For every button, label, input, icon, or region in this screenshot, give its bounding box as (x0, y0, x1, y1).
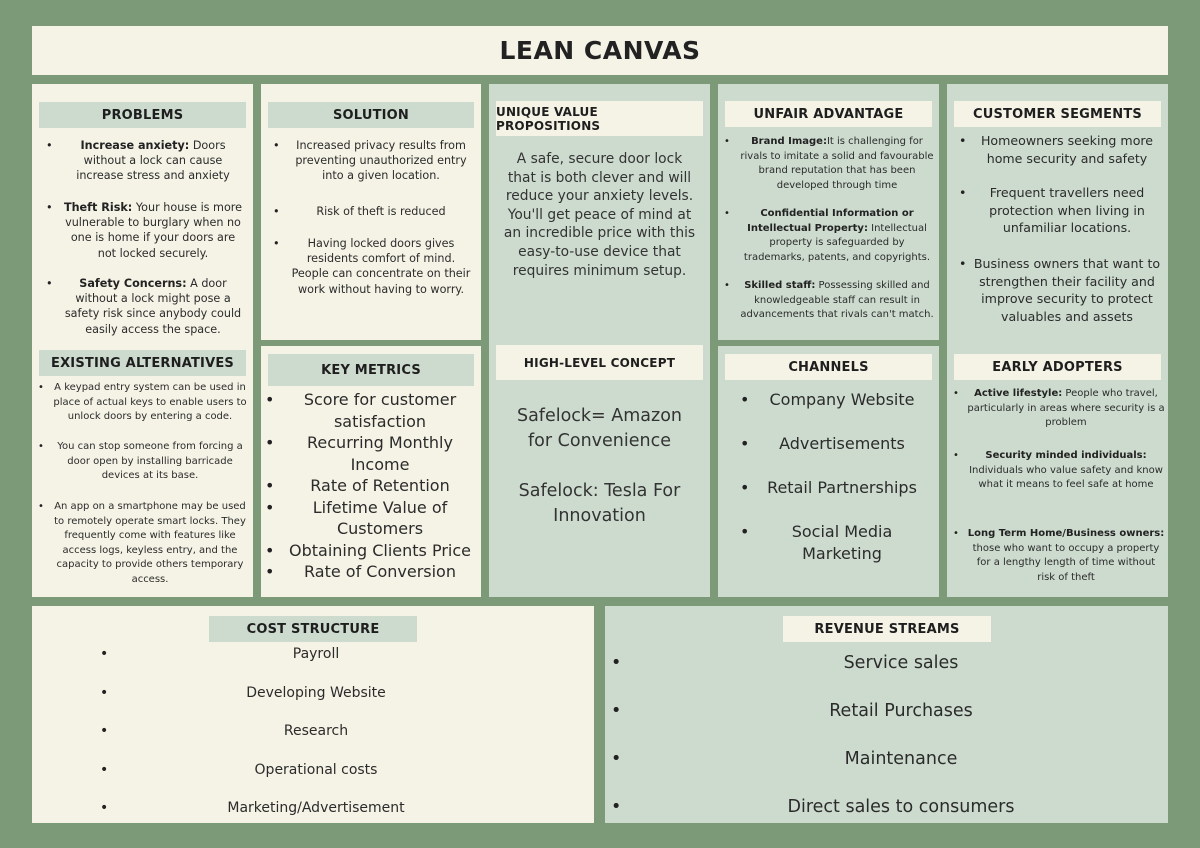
cost-item: • Operational costs (100, 760, 532, 799)
concept-line-2: Safelock: Tesla For Innovation (518, 481, 681, 526)
page-title: LEAN CANVAS (499, 36, 701, 65)
early-adopter-item: • Long Term Home/Business owners: those who want to occupy a property for a lengthy length of time without risk of theft (953, 527, 1165, 585)
segment-item: • Homeowners seeking more home security and safety (959, 132, 1163, 184)
unfair-advantage-heading: UNFAIR ADVANTAGE (725, 101, 932, 127)
solution-panel (261, 84, 481, 340)
solution-heading: SOLUTION (268, 102, 474, 128)
solution-item: • Increased privacy results from preventing unauthorized entry into a given location. (273, 138, 473, 204)
metric-item: • Recurring Monthly Income (265, 432, 481, 475)
alternative-item: • You can stop someone from forcing a door open by installing barricade devices at its base. (38, 440, 250, 500)
key-metrics-panel (261, 346, 481, 597)
channel-item: • Retail Partnerships (740, 477, 930, 521)
channel-item: • Company Website (740, 389, 930, 433)
revenue-item: • Maintenance (611, 747, 1191, 795)
uvp-heading: UNIQUE VALUE PROPOSITIONS (496, 101, 703, 136)
channel-item: • Advertisements (740, 433, 930, 477)
channels-panel (718, 346, 939, 597)
existing-alternatives-heading: EXISTING ALTERNATIVES (39, 350, 246, 376)
problems-heading: PROBLEMS (39, 102, 246, 128)
metric-item: • Score for customer satisfaction (265, 389, 481, 432)
solution-item: • Risk of theft is reduced (273, 204, 473, 236)
problem-item: • Theft Risk: Your house is more vulnerable to burglary when no one is home if your doors are not locked securely. (46, 200, 246, 276)
channel-item: • Social Media Marketing (740, 521, 930, 564)
problem-item: • Safety Concerns: A door without a lock might pose a safety risk since anybody could easily access the space. (46, 276, 246, 337)
key-metrics-heading: KEY METRICS (268, 354, 474, 386)
early-adopter-item: • Active lifestyle: People who travel, particularly in areas where security is a problem (953, 387, 1165, 449)
alternative-item: • An app on a smartphone may be used to remotely operate smart locks. They frequently come with features like access logs, keyless entry, and the capacity to provide others temporary access. (38, 500, 250, 587)
alternative-item: • A keypad entry system can be used in place of actual keys to enable users to unlock doors by entering a code. (38, 381, 250, 440)
high-level-concept-heading: HIGH-LEVEL CONCEPT (496, 345, 703, 380)
revenue-streams-heading: REVENUE STREAMS (783, 616, 991, 642)
cost-structure-heading: COST STRUCTURE (209, 616, 417, 642)
solution-item: • Having locked doors gives residents comfort of mind. People can concentrate on their work without having to worry. (273, 236, 473, 297)
revenue-item: • Direct sales to consumers (611, 795, 1191, 819)
metric-item: • Rate of Conversion (265, 561, 481, 583)
revenue-item: • Retail Purchases (611, 699, 1191, 747)
cost-item: • Payroll (100, 644, 532, 683)
title-bar (32, 26, 1168, 75)
cost-item: • Developing Website (100, 683, 532, 722)
cost-item: • Marketing/Advertisement (100, 798, 532, 818)
advantage-item: • Confidential Information or Intellectual Property: Intellectual property is safeguarded by trademarks, patents, and copyrights. (724, 207, 936, 279)
unfair-advantage-panel (718, 84, 939, 340)
cost-structure-panel (32, 606, 594, 823)
advantage-item: • Skilled staff: Possessing skilled and knowledgeable staff can result in advancements that rivals can't match. (724, 279, 936, 323)
segment-item: • Business owners that want to strengthen their facility and improve security to protect valuables and assets (959, 255, 1163, 326)
channels-heading: CHANNELS (725, 354, 932, 380)
problem-item: • Increase anxiety: Doors without a lock can cause increase stress and anxiety (46, 138, 246, 200)
advantage-item: • Brand Image:It is challenging for rivals to imitate a solid and favourable brand reputation that has been developed through time (724, 135, 936, 207)
uvp-panel (489, 84, 710, 597)
revenue-streams-panel (605, 606, 1168, 823)
customer-segments-heading: CUSTOMER SEGMENTS (954, 101, 1161, 127)
early-adopters-heading: EARLY ADOPTERS (954, 354, 1161, 380)
metric-item: • Rate of Retention (265, 475, 481, 497)
cost-item: • Research (100, 721, 532, 760)
concept-line-1: Safelock= Amazon for Convenience (516, 406, 683, 451)
uvp-text: A safe, secure door lock that is both clever and will reduce your anxiety levels. You'll get peace of mind at an incredible price with this easy-to-use device that requires minimum setup. (503, 151, 696, 279)
segment-item: • Frequent travellers need protection when living in unfamiliar locations. (959, 184, 1163, 255)
customer-segments-panel (947, 84, 1168, 597)
early-adopter-item: • Security minded individuals: Individuals who value safety and know what it means to feel safe at home (953, 449, 1165, 527)
problems-panel (32, 84, 253, 597)
revenue-item: • Service sales (611, 651, 1191, 699)
metric-item: • Obtaining Clients Price (265, 540, 481, 562)
metric-item: • Lifetime Value of Customers (265, 497, 481, 540)
